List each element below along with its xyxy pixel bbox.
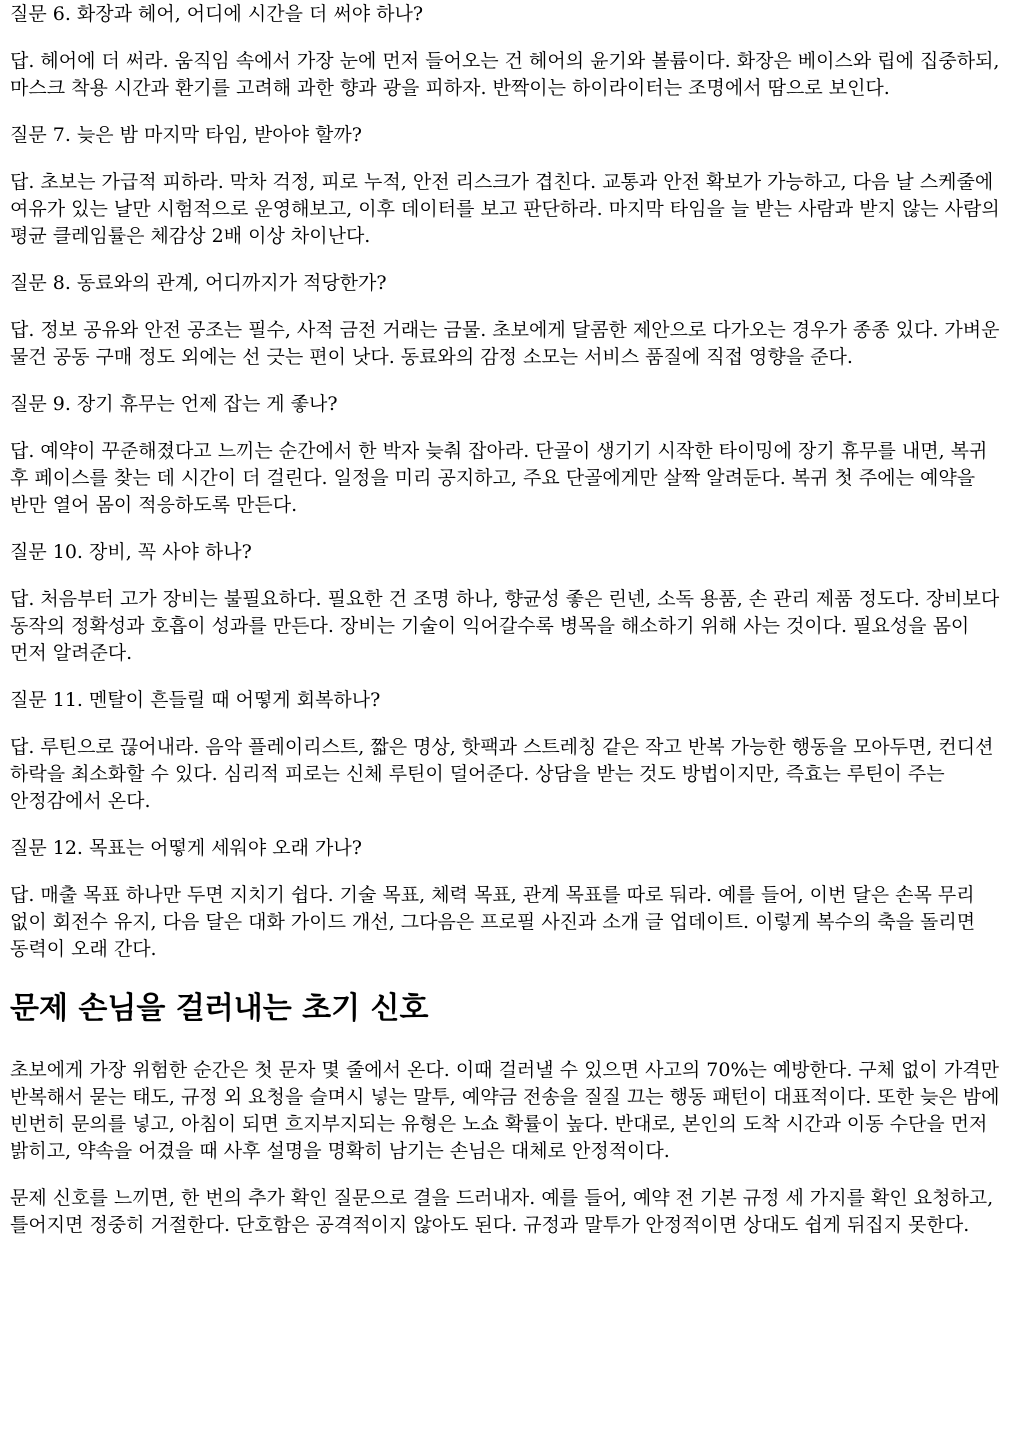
qa-item-6 bbox=[10, 1, 1010, 102]
question-11: 질문 11. 멘탈이 흔들릴 때 어떻게 회복하나? bbox=[10, 689, 381, 711]
question-8: 질문 8. 동료와의 관계, 어디까지가 적당한가? bbox=[10, 272, 387, 294]
answer-10: 답. 처음부터 고가 장비는 불필요하다. 필요한 건 조명 하나, 향균성 좋은 린넨, 소독 용품, 손 관리 제품 정도다. 장비보다 동작의 정확성과 호흡이 성과를 만든다. 장비는 기술이 익어갈수록 병목을 해소하기 위해 사는 것이다. 필요성을 몸이 먼저 알려준다. bbox=[10, 588, 1000, 664]
question-12: 질문 12. 목표는 어떻게 세워야 오래 가나? bbox=[10, 837, 362, 859]
qa-item-8 bbox=[10, 270, 1010, 371]
question-6: 질문 6. 화장과 헤어, 어디에 시간을 더 써야 하나? bbox=[10, 3, 424, 25]
qa-item-11 bbox=[10, 687, 1010, 815]
answer-6: 답. 헤어에 더 써라. 움직임 속에서 가장 눈에 먼저 들어오는 건 헤어의 윤기와 볼륨이다. 화장은 베이스와 립에 집중하되, 마스크 착용 시간과 환기를 고려해 과한 향과 광을 피하자. 반짝이는 하이라이터는 조명에서 땀으로 보인다. bbox=[10, 50, 1000, 99]
qa-item-12 bbox=[10, 835, 1010, 963]
answer-7: 답. 초보는 가급적 피하라. 막차 걱정, 피로 누적, 안전 리스크가 겹친다. 교통과 안전 확보가 가능하고, 다음 날 스케줄에 여유가 있는 날만 시험적으로 운영해보고, 이후 데이터를 보고 판단하라. 마지막 타임을 늘 받는 사람과 받지 않는 사람의 평균 클레임률은 체감상 2배 이상 차이난다. bbox=[10, 171, 1000, 247]
question-10: 질문 10. 장비, 꼭 사야 하나? bbox=[10, 541, 252, 563]
answer-11: 답. 루틴으로 끊어내라. 음악 플레이리스트, 짧은 명상, 핫팩과 스트레칭 같은 작고 반복 가능한 행동을 모아두면, 컨디션 하락을 최소화할 수 있다. 심리적 피로는 신체 루틴이 덜어준다. 상담을 받는 것도 방법이지만, 즉효는 루틴이 주는 안정감에서 온다. bbox=[10, 736, 994, 812]
section-heading: 문제 손님을 걸러내는 초기 신호 bbox=[10, 991, 429, 1026]
section-paragraph: 초보에게 가장 위험한 순간은 첫 문자 몇 줄에서 온다. 이때 걸러낼 수 있으면 사고의 70%는 예방한다. 구체 없이 가격만 반복해서 묻는 태도, 규정 외 요청을 슬며시 넣는 말투, 예약금 전송을 질질 끄는 행동 패턴이 대표적이다. 또한 늦은 밤에 빈번히 문의를 넣고, 아침이 되면 흐지부지되는 유형은 노쇼 확률이 높다. 반대로, 본인의 도착 시간과 이동 수단을 먼저 밝히고, 약속을 어겼을 때 사후 설명을 명확히 남기는 손님은 대체로 안정적이다. bbox=[10, 1059, 1000, 1162]
section-paragraph: 문제 신호를 느끼면, 한 번의 추가 확인 질문으로 결을 드러내자. 예를 들어, 예약 전 기본 규정 세 가지를 확인 요청하고, 틀어지면 정중히 거절한다. 단호함은 공격적이지 않아도 된다. 규정과 말투가 안정적이면 상대도 쉽게 뒤집지 못한다. bbox=[10, 1187, 994, 1236]
answer-8: 답. 정보 공유와 안전 공조는 필수, 사적 금전 거래는 금물. 초보에게 달콤한 제안으로 다가오는 경우가 종종 있다. 가벼운 물건 공동 구매 정도 외에는 선 긋는 편이 낫다. 동료와의 감정 소모는 서비스 품질에 직접 영향을 준다. bbox=[10, 319, 1000, 368]
qa-item-7 bbox=[10, 122, 1010, 250]
answer-12: 답. 매출 목표 하나만 두면 지치기 쉽다. 기술 목표, 체력 목표, 관계 목표를 따로 둬라. 예를 들어, 이번 달은 손목 무리 없이 회전수 유지, 다음 달은 대화 가이드 개선, 그다음은 프로필 사진과 소개 글 업데이트. 이렇게 복수의 축을 돌리면 동력이 오래 간다. bbox=[10, 884, 976, 960]
question-7: 질문 7. 늦은 밤 마지막 타임, 받아야 할까? bbox=[10, 124, 362, 146]
answer-9: 답. 예약이 꾸준해졌다고 느끼는 순간에서 한 박자 늦춰 잡아라. 단골이 생기기 시작한 타이밍에 장기 휴무를 내면, 복귀 후 페이스를 찾는 데 시간이 더 걸린다. 일정을 미리 공지하고, 주요 단골에게만 살짝 알려둔다. 복귀 첫 주에는 예약을 반만 열어 몸이 적응하도록 만든다. bbox=[10, 440, 988, 516]
qa-list bbox=[10, 1, 1010, 963]
qa-item-10 bbox=[10, 539, 1010, 667]
question-9: 질문 9. 장기 휴무는 언제 잡는 게 좋나? bbox=[10, 393, 338, 415]
qa-item-9 bbox=[10, 391, 1010, 519]
